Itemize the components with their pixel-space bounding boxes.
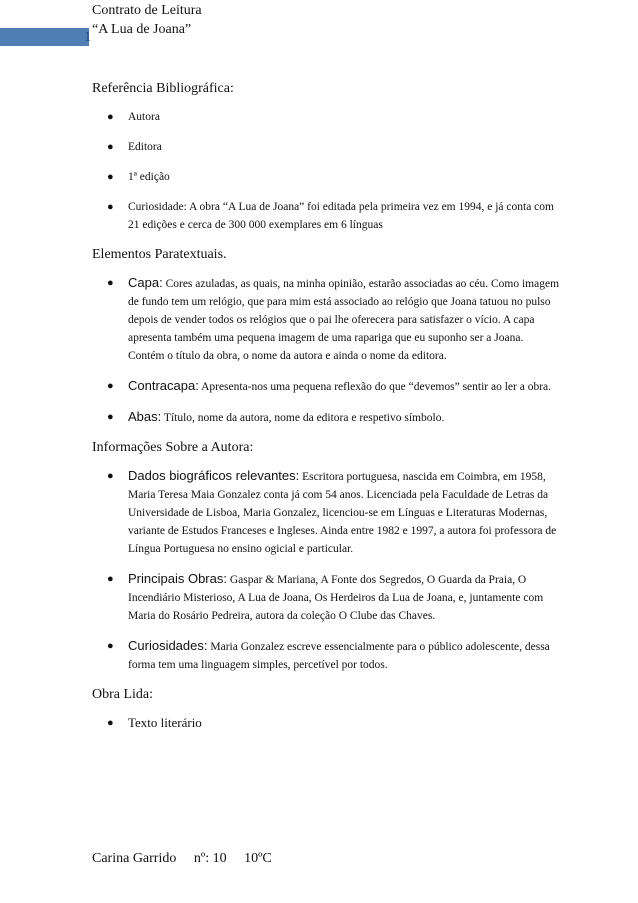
item-text: Texto literário bbox=[128, 715, 202, 730]
bullet-icon: ● bbox=[107, 470, 114, 482]
item-lead-label: Capa: bbox=[128, 275, 163, 290]
list-item bbox=[92, 467, 562, 558]
item-text: Apresenta-nos uma pequena reflexão do que “devemos” sentir ao ler a obra. bbox=[198, 381, 552, 393]
item-text: Curiosidade: A obra “A Lua de Joana” foi editada pela primeira vez em 1994, e já conta com 21 edições e cerca de 300 000 exemplares em 6 línguas bbox=[128, 201, 554, 231]
bullet-icon: ● bbox=[107, 201, 114, 213]
item-lead-label: Abas: bbox=[128, 409, 162, 424]
page-number: 1 bbox=[84, 29, 92, 45]
document-header bbox=[92, 1, 202, 39]
item-lead-label: Curiosidades: bbox=[128, 638, 208, 653]
bullet-icon: ● bbox=[107, 380, 114, 392]
bullet-list bbox=[92, 274, 562, 427]
section-heading: Informações Sobre a Autora: bbox=[92, 440, 254, 455]
item-text: Gaspar & Mariana, A Fonte dos Segredos, O Guarda da Praia, O Incendiário Misterioso, A Lua de Joana, Os Herdeiros da Lua de Joana, e, juntamente com Maria do Rosário Pedreira, autora da coleção O Clube das Chaves. bbox=[128, 574, 544, 622]
section-heading: Obra Lida: bbox=[92, 687, 154, 702]
list-item bbox=[92, 138, 562, 156]
list-item bbox=[92, 570, 562, 625]
bullet-icon: ● bbox=[107, 411, 114, 423]
bullet-list bbox=[92, 108, 562, 234]
bullet-icon: ● bbox=[107, 277, 114, 289]
item-text: Editora bbox=[128, 141, 162, 153]
list-item bbox=[92, 108, 562, 126]
document-body bbox=[92, 80, 562, 745]
item-text: Título, nome da autora, nome da editora e respetivo símbolo. bbox=[161, 412, 445, 424]
item-text: Cores azuladas, as quais, na minha opinião, estarão associadas ao céu. Como imagem de fundo tem um relógio, que para mim está associado ao relógio que Joana tatuou no pulso depois de vender todos os relógios que o pai lhe oferecera para satisfazer o vício. A capa apresenta também uma pequena imagem de uma rapariga que eu suponho ser a Joana. Contém o título da obra, o nome da autora e ainda o nome da editora. bbox=[128, 278, 560, 362]
document-title: Contrato de Leitura bbox=[92, 3, 202, 18]
bullet-icon: ● bbox=[107, 141, 114, 153]
list-item bbox=[92, 637, 562, 674]
list-item bbox=[92, 168, 562, 186]
bullet-icon: ● bbox=[107, 640, 114, 652]
document-subtitle: “A Lua de Joana” bbox=[92, 22, 192, 37]
bullet-list bbox=[92, 714, 562, 733]
bullet-icon: ● bbox=[107, 171, 114, 183]
page-number-tab bbox=[0, 28, 89, 46]
bullet-icon: ● bbox=[107, 717, 114, 729]
list-item bbox=[92, 198, 562, 234]
section-heading: Elementos Paratextuais. bbox=[92, 247, 227, 262]
item-text: Autora bbox=[128, 111, 160, 123]
page-footer: Carina Garrido nº: 10 10ºC bbox=[92, 851, 272, 866]
item-lead-label: Dados biográficos relevantes: bbox=[128, 468, 300, 483]
item-lead-label: Contracapa: bbox=[128, 378, 199, 393]
item-lead-label: Principais Obras: bbox=[128, 571, 227, 586]
item-text: Escritora portuguesa, nascida em Coimbra, em 1958, Maria Teresa Maia Gonzalez conta já com 54 anos. Licenciada pela Faculdade de Letras da Universidade de Lisboa, Maria Gonzalez, licenciou-se em Línguas e Literaturas Modernas, variante de Estudos Franceses e Ingleses. Ainda entre 1982 e 1997, a autora foi professora de Língua Portuguesa no ensino ogicial e particular. bbox=[128, 471, 557, 555]
bullet-icon: ● bbox=[107, 111, 114, 123]
section-heading: Referência Bibliográfica: bbox=[92, 81, 234, 96]
bullet-icon: ● bbox=[107, 573, 114, 585]
list-item bbox=[92, 377, 562, 396]
list-item bbox=[92, 714, 562, 733]
bullet-list bbox=[92, 467, 562, 674]
list-item bbox=[92, 408, 562, 427]
item-text: 1ª edição bbox=[128, 171, 170, 183]
list-item bbox=[92, 274, 562, 365]
item-text: Maria Gonzalez escreve essencialmente para o público adolescente, dessa forma tem uma linguagem simples, percetível por todos. bbox=[128, 641, 550, 671]
